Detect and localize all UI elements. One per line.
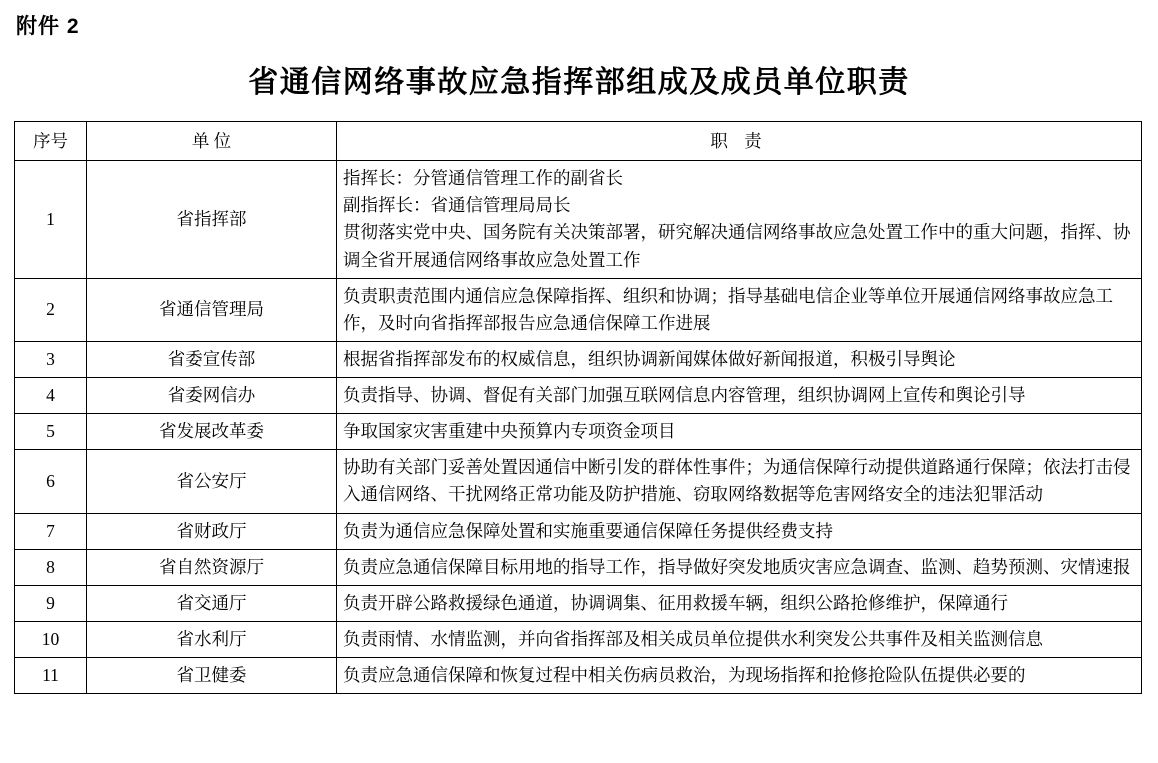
cell-duty [337,414,1142,450]
table-row [15,549,1142,585]
table-body [15,161,1142,694]
cell-unit: 省公安厅 [87,450,337,513]
document-page [0,14,1158,763]
cell-unit: 省水利厅 [87,621,337,657]
cell-unit: 省指挥部 [87,161,337,279]
cell-no: 5 [15,414,87,450]
duty-line: 指挥长：分管通信管理工作的副省长 [343,168,623,189]
cell-duty [337,161,1142,279]
cell-no: 6 [15,450,87,513]
table-header-row [15,122,1142,161]
duty-line: 争取国家灾害重建中央预算内专项资金项目 [343,421,676,442]
table-row [15,585,1142,621]
cell-no: 9 [15,585,87,621]
cell-unit: 省发展改革委 [87,414,337,450]
cell-duty [337,341,1142,377]
table-row [15,513,1142,549]
column-header-no: 序号 [15,122,87,161]
duty-line: 副指挥长：省通信管理局局长 [343,195,571,216]
duty-line: 负责雨情、水情监测，并向省指挥部及相关成员单位提供水利突发公共事件及相关监测信息 [343,628,1043,649]
table-row [15,621,1142,657]
duty-line: 负责指导、协调、督促有关部门加强互联网信息内容管理，组织协调网上宣传和舆论引导 [343,385,1026,406]
cell-unit: 省自然资源厅 [87,549,337,585]
duty-line: 负责职责范围内通信应急保障指挥、组织和协调；指导基础电信企业等单位开展通信网络事故应急工作，及时向省指挥部报告应急通信保障工作进展 [343,285,1113,333]
table-row [15,341,1142,377]
page-title: 省通信网络事故应急指挥部组成及成员单位职责 [248,66,910,100]
column-header-unit: 单 位 [87,122,337,161]
cell-unit: 省交通厅 [87,585,337,621]
duty-line: 负责应急通信保障和恢复过程中相关伤病员救治，为现场指挥和抢修抢险队伍提供必要的 [343,665,1026,686]
cell-no: 2 [15,278,87,341]
cell-unit: 省卫健委 [87,658,337,694]
cell-no: 8 [15,549,87,585]
table-row [15,658,1142,694]
cell-duty [337,278,1142,341]
duty-line: 根据省指挥部发布的权威信息，组织协调新闻媒体做好新闻报道，积极引导舆论 [343,348,956,369]
cell-duty [337,621,1142,657]
duty-line: 负责开辟公路救援绿色通道，协调调集、征用救援车辆，组织公路抢修维护，保障通行 [343,592,1008,613]
cell-no: 1 [15,161,87,279]
cell-no: 11 [15,658,87,694]
cell-no: 3 [15,341,87,377]
table-row [15,278,1142,341]
cell-unit: 省财政厅 [87,513,337,549]
cell-unit: 省委网信办 [87,378,337,414]
cell-unit: 省通信管理局 [87,278,337,341]
cell-duty [337,585,1142,621]
duty-line: 协助有关部门妥善处置因通信中断引发的群体性事件；为通信保障行动提供道路通行保障；依法打击侵入通信网络、干扰网络正常功能及防护措施、窃取网络数据等危害网络安全的违法犯罪活动 [343,457,1131,505]
cell-unit: 省委宣传部 [87,341,337,377]
duty-line: 贯彻落实党中央、国务院有关决策部署，研究解决通信网络事故应急处置工作中的重大问题，指挥、协调全省开展通信网络事故应急处置工作 [343,222,1131,270]
cell-duty [337,378,1142,414]
cell-no: 4 [15,378,87,414]
column-header-duty: 职 责 [337,122,1142,161]
attachment-label: 附件 2 [16,15,80,38]
table-row [15,161,1142,279]
cell-duty [337,450,1142,513]
cell-no: 10 [15,621,87,657]
table-row [15,450,1142,513]
table-row [15,378,1142,414]
cell-duty [337,513,1142,549]
cell-duty [337,549,1142,585]
duty-line: 负责应急通信保障目标用地的指导工作，指导做好突发地质灾害应急调查、监测、趋势预测、灾情速报 [343,556,1131,577]
cell-no: 7 [15,513,87,549]
duty-line: 负责为通信应急保障处置和实施重要通信保障任务提供经费支持 [343,520,833,541]
table-row [15,414,1142,450]
cell-duty [337,658,1142,694]
responsibilities-table [14,121,1142,694]
